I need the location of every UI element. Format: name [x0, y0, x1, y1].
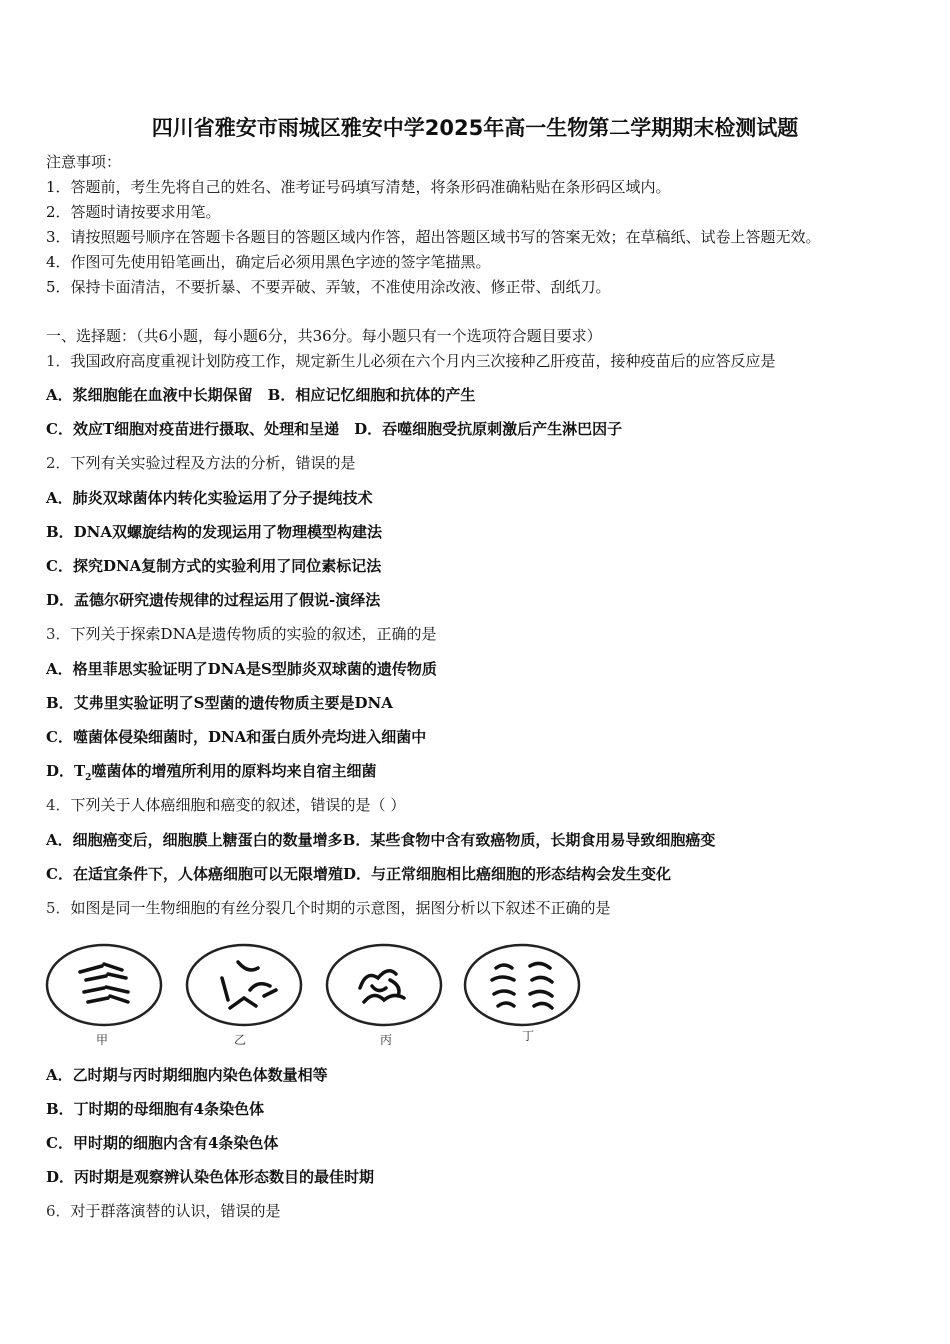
- cell-jia: [47, 945, 161, 1025]
- q5-option-c: C．甲时期的细胞内含有4条染色体: [46, 1134, 279, 1152]
- mitosis-figure: [44, 940, 589, 1055]
- q2-option-c: C．探究DNA复制方式的实验利用了同位素标记法: [46, 557, 382, 575]
- question-stem: 我国政府高度重视计划防疫工作，规定新生儿必须在六个月内三次接种乙肝疫苗，接种疫苗后的应答反应是: [70, 352, 776, 370]
- cell-yi: [187, 945, 301, 1025]
- q5-option-a: A．乙时期与丙时期细胞内染色体数量相等: [46, 1066, 328, 1084]
- q4-options-ab: A．细胞癌变后，细胞膜上糖蛋白的数量增多B．某些食物中含有致癌物质，长期食用易导致细胞癌变: [46, 831, 716, 849]
- question-4: [46, 795, 405, 815]
- q3-option-c: C．噬菌体侵染细菌时，DNA和蛋白质外壳均进入细菌中: [46, 728, 427, 746]
- q1-options-cd: C．效应T细胞对疫苗进行摄取、处理和呈递 D．吞噬细胞受抗原刺激后产生淋巴因子: [46, 420, 623, 438]
- figure-label-ding: 丁: [522, 1029, 535, 1043]
- cell-ding: [465, 945, 579, 1025]
- q5-option-d: D．丙时期是观察辨认染色体形态数目的最佳时期: [46, 1168, 375, 1186]
- notice-item: 4．作图可先使用铅笔画出，确定后必须用黑色字迹的签字笔描黑。: [46, 253, 491, 271]
- notice-item: 3．请按照题号顺序在答题卡各题目的答题区域内作答，超出答题区域书写的答案无效；在草稿纸、试卷上答题无效。: [46, 228, 821, 246]
- question-3: [46, 624, 437, 644]
- notice-item: 1．答题前，考生先将自己的姓名、准考证号码填写清楚，将条形码准确粘贴在条形码区域内。: [46, 178, 671, 196]
- section-heading: 一、选择题：（共6小题，每小题6分，共36分。每小题只有一个选项符合题目要求）: [46, 327, 602, 345]
- question-6: [46, 1201, 281, 1221]
- question-stem: 下列有关实验过程及方法的分析，错误的是: [70, 454, 356, 472]
- question-2: [46, 453, 356, 473]
- option-prefix: D．T: [46, 762, 86, 780]
- q1-options-ab: A．浆细胞能在血液中长期保留 B．相应记忆细胞和抗体的产生: [46, 386, 476, 404]
- q3-option-d: [46, 761, 376, 788]
- question-number: 2．: [46, 454, 71, 472]
- q3-option-b: B．艾弗里实验证明了S型菌的遗传物质主要是DNA: [46, 694, 393, 712]
- question-stem: 对于群落演替的认识，错误的是: [70, 1202, 281, 1220]
- notice-item: 2．答题时请按要求用笔。: [46, 203, 221, 221]
- q2-option-b: B．DNA双螺旋结构的发现运用了物理模型构建法: [46, 523, 383, 541]
- notice-heading: 注意事项：: [46, 153, 122, 171]
- option-text: 噬菌体的增殖所利用的原料均来自宿主细菌: [91, 762, 377, 780]
- question-number: 3．: [46, 625, 71, 643]
- question-stem: 如图是同一生物细胞的有丝分裂几个时期的示意图，据图分析以下叙述不正确的是: [70, 899, 611, 917]
- page-title: 四川省雅安市雨城区雅安中学2025年高一生物第二学期期末检测试题: [151, 116, 799, 140]
- cell-bing: [327, 945, 441, 1025]
- figure-label-bing: 丙: [380, 1033, 393, 1047]
- figure-label-yi: 乙: [234, 1033, 247, 1047]
- q2-option-d: D．孟德尔研究遗传规律的过程运用了假说-演绎法: [46, 591, 381, 609]
- q3-option-a: A．格里菲思实验证明了DNA是S型肺炎双球菌的遗传物质: [46, 660, 437, 678]
- question-1: [46, 351, 776, 371]
- question-stem: 下列关于人体癌细胞和癌变的叙述，错误的是（ ）: [70, 796, 406, 814]
- figure-label-jia: 甲: [96, 1033, 109, 1047]
- question-number: 4．: [46, 796, 71, 814]
- notice-item: 5．保持卡面清洁，不要折暴、不要弄破、弄皱，不准使用涂改液、修正带、刮纸刀。: [46, 278, 611, 296]
- question-5: [46, 898, 611, 918]
- q2-option-a: A．肺炎双球菌体内转化实验运用了分子提纯技术: [46, 489, 373, 507]
- question-stem: 下列关于探索DNA是遗传物质的实验的叙述，正确的是: [70, 625, 437, 643]
- q5-option-b: B．丁时期的母细胞有4条染色体: [46, 1100, 265, 1118]
- subscript: 2: [85, 773, 92, 783]
- question-number: 6．: [46, 1202, 71, 1220]
- question-number: 1．: [46, 352, 71, 370]
- question-number: 5．: [46, 899, 71, 917]
- q4-options-cd: C．在适宜条件下，人体癌细胞可以无限增殖D．与正常细胞相比癌细胞的形态结构会发生变化: [46, 865, 671, 883]
